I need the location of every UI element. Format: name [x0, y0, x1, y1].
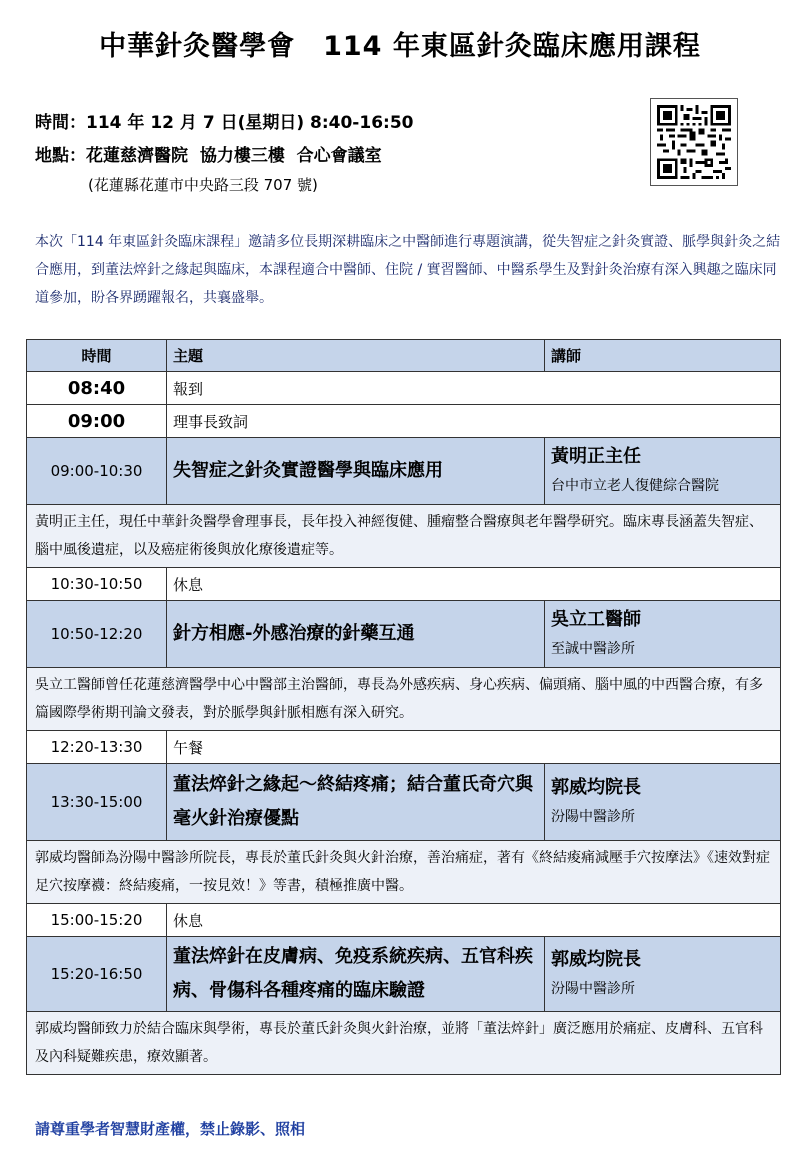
header-topic: 主題 — [167, 340, 545, 372]
speaker-name: 吳立工醫師 — [551, 609, 641, 630]
row-topic: 董法焠針之緣起～終結疼痛；結合董氏奇穴與毫火針治療優點 — [167, 764, 545, 841]
row-time: 09:00-10:30 — [27, 438, 167, 505]
row-time: 09:00 — [27, 405, 167, 438]
table-row — [27, 601, 781, 668]
table-row — [27, 731, 781, 764]
row-speaker — [545, 937, 781, 1012]
table-row — [27, 904, 781, 937]
qr-code[interactable] — [650, 98, 738, 186]
row-speaker — [545, 601, 781, 668]
row-time: 10:50-12:20 — [27, 601, 167, 668]
speaker-name: 郭威均院長 — [551, 777, 641, 798]
header-speaker: 講師 — [545, 340, 781, 372]
row-time: 13:30-15:00 — [27, 764, 167, 841]
event-place: 地點：花蓮慈濟醫院 協力樓三樓 合心會議室 — [35, 146, 382, 166]
row-topic: 報到 — [167, 372, 781, 405]
table-row — [27, 668, 781, 731]
row-topic: 休息 — [167, 568, 781, 601]
intro-paragraph: 本次「114 年東區針灸臨床課程」邀請多位長期深耕臨床之中醫師進行專題演講，從失智症之針灸實證、脈學與針灸之結合應用，到董法焠針之緣起與臨床，本課程適合中醫師、住院 / 實習醫師、中醫系學生及對針灸治療有深入興趣之臨床同道參加，盼各界踴躍報名，共襄盛舉。 — [35, 234, 781, 306]
table-row — [27, 372, 781, 405]
speaker-org: 汾陽中醫診所 — [551, 981, 635, 997]
speaker-bio: 郭威均醫師為汾陽中醫診所院長，專長於董氏針灸與火針治療，善治痛症，著有《終結痠痛減壓手穴按摩法》《速效對症足穴按摩襪：終結痠痛，一按見效！》等書，積極推廣中醫。 — [27, 841, 781, 904]
row-speaker — [545, 438, 781, 505]
event-time: 時間：114 年 12 月 7 日(星期日) 8:40-16:50 — [35, 113, 414, 133]
row-time: 15:20-16:50 — [27, 937, 167, 1012]
speaker-bio: 黃明正主任，現任中華針灸醫學會理事長，長年投入神經復健、腫瘤整合醫療與老年醫學研究。臨床專長涵蓋失智症、腦中風後遺症，以及癌症術後與放化療後遺症等。 — [27, 505, 781, 568]
speaker-bio: 郭威均醫師致力於結合臨床與學術，專長於董氏針灸與火針治療，並將「董法焠針」廣泛應用於痛症、皮膚科、五官科及內科疑難疾患，療效顯著。 — [27, 1012, 781, 1075]
row-time: 10:30-10:50 — [27, 568, 167, 601]
header-time: 時間 — [27, 340, 167, 372]
table-row — [27, 438, 781, 505]
row-topic: 針方相應-外感治療的針藥互通 — [167, 601, 545, 668]
row-topic: 理事長致詞 — [167, 405, 781, 438]
table-row — [27, 764, 781, 841]
table-row — [27, 568, 781, 601]
table-row — [27, 505, 781, 568]
speaker-name: 黃明正主任 — [551, 446, 641, 467]
row-topic: 休息 — [167, 904, 781, 937]
row-topic: 午餐 — [167, 731, 781, 764]
page-title: 中華針灸醫學會 114 年東區針灸臨床應用課程 — [99, 31, 701, 62]
table-row — [27, 937, 781, 1012]
speaker-bio: 吳立工醫師曾任花蓮慈濟醫學中心中醫部主治醫師，專長為外感疾病、身心疾病、偏頭痛、腦中風的中西醫合療，有多篇國際學術期刊論文發表，對於脈學與針脈相應有深入研究。 — [27, 668, 781, 731]
row-time: 08:40 — [27, 372, 167, 405]
row-time: 15:00-15:20 — [27, 904, 167, 937]
row-speaker — [545, 764, 781, 841]
row-time: 12:20-13:30 — [27, 731, 167, 764]
speaker-name: 郭威均院長 — [551, 949, 641, 970]
table-row — [27, 841, 781, 904]
speaker-org: 汾陽中醫診所 — [551, 809, 635, 825]
row-topic: 失智症之針灸實證醫學與臨床應用 — [167, 438, 545, 505]
table-header-row — [27, 340, 781, 372]
schedule-table — [26, 339, 781, 1075]
row-topic: 董法焠針在皮膚病、免疫系統疾病、五官科疾病、骨傷科各種疼痛的臨床驗證 — [167, 937, 545, 1012]
speaker-org: 台中市立老人復健綜合醫院 — [551, 478, 719, 494]
speaker-org: 至誠中醫診所 — [551, 641, 635, 657]
table-row — [27, 405, 781, 438]
copyright-notice: 請尊重學者智慧財產權，禁止錄影、照相 — [35, 1120, 306, 1138]
table-row — [27, 1012, 781, 1075]
qr-code-icon — [657, 105, 731, 179]
event-address: (花蓮縣花蓮市中央路三段 707 號) — [88, 176, 318, 194]
